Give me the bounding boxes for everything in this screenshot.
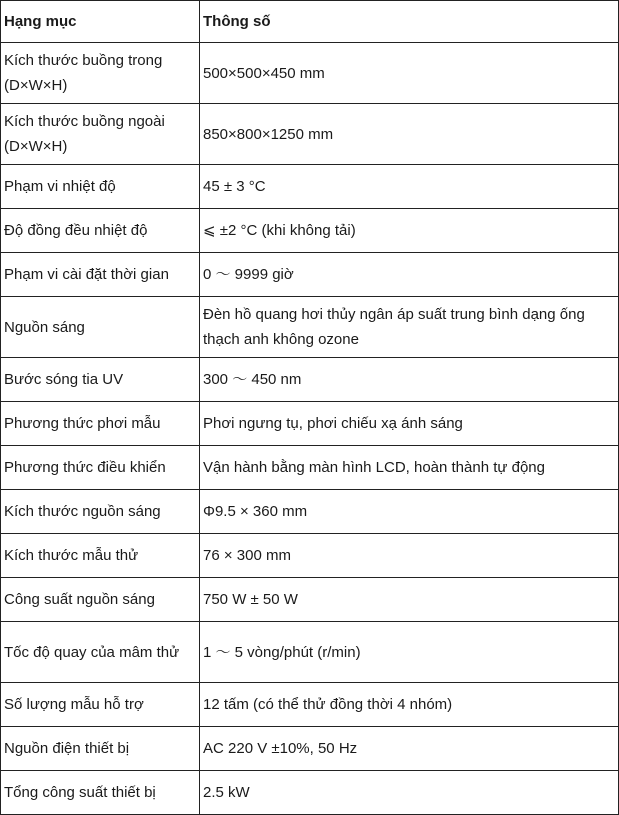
cell-spec: 850×800×1250 mm — [200, 104, 619, 165]
cell-item: Kích thước buồng trong (D×W×H) — [1, 43, 200, 104]
cell-spec: Vận hành bằng màn hình LCD, hoàn thành tự động — [200, 446, 619, 490]
cell-item: Nguồn sáng — [1, 297, 200, 358]
cell-item: Kích thước buồng ngoài (D×W×H) — [1, 104, 200, 165]
table-row — [1, 446, 619, 490]
cell-item: Phương thức điều khiển — [1, 446, 200, 490]
cell-item: Công suất nguồn sáng — [1, 578, 200, 622]
table-row — [1, 771, 619, 815]
cell-item: Phạm vi cài đặt thời gian — [1, 253, 200, 297]
cell-item: Độ đồng đều nhiệt độ — [1, 209, 200, 253]
table-row — [1, 104, 619, 165]
cell-spec: 0 ～ 9999 giờ — [200, 253, 619, 297]
cell-spec: 45 ± 3 °C — [200, 165, 619, 209]
table-row — [1, 683, 619, 727]
table-row — [1, 402, 619, 446]
cell-item: Phạm vi nhiệt độ — [1, 165, 200, 209]
cell-item: Phương thức phơi mẫu — [1, 402, 200, 446]
cell-item: Tổng công suất thiết bị — [1, 771, 200, 815]
table-row — [1, 297, 619, 358]
cell-spec: 76 × 300 mm — [200, 534, 619, 578]
cell-item: Tốc độ quay của mâm thử — [1, 622, 200, 683]
cell-spec: 300 ～ 450 nm — [200, 358, 619, 402]
cell-item: Bước sóng tia UV — [1, 358, 200, 402]
cell-spec: 12 tấm (có thể thử đồng thời 4 nhóm) — [200, 683, 619, 727]
header-spec: Thông số — [200, 1, 619, 43]
table-row — [1, 253, 619, 297]
table-row — [1, 209, 619, 253]
table-row — [1, 622, 619, 683]
table-row — [1, 578, 619, 622]
cell-spec: ⩽ ±2 °C (khi không tải) — [200, 209, 619, 253]
header-item: Hạng mục — [1, 1, 200, 43]
cell-spec: AC 220 V ±10%, 50 Hz — [200, 727, 619, 771]
table-row — [1, 165, 619, 209]
cell-spec: 2.5 kW — [200, 771, 619, 815]
table-header-row — [1, 1, 619, 43]
cell-spec: Phơi ngưng tụ, phơi chiếu xạ ánh sáng — [200, 402, 619, 446]
table-row — [1, 727, 619, 771]
cell-spec: 500×500×450 mm — [200, 43, 619, 104]
table-row — [1, 490, 619, 534]
cell-spec: 1 ～ 5 vòng/phút (r/min) — [200, 622, 619, 683]
cell-spec: Đèn hồ quang hơi thủy ngân áp suất trung bình dạng ống thạch anh không ozone — [200, 297, 619, 358]
table-row — [1, 358, 619, 402]
table-row — [1, 43, 619, 104]
cell-item: Nguồn điện thiết bị — [1, 727, 200, 771]
cell-item: Kích thước nguồn sáng — [1, 490, 200, 534]
table-row — [1, 534, 619, 578]
cell-item: Kích thước mẫu thử — [1, 534, 200, 578]
cell-spec: 750 W ± 50 W — [200, 578, 619, 622]
cell-spec: Φ9.5 × 360 mm — [200, 490, 619, 534]
table-body — [1, 43, 619, 815]
cell-item: Số lượng mẫu hỗ trợ — [1, 683, 200, 727]
